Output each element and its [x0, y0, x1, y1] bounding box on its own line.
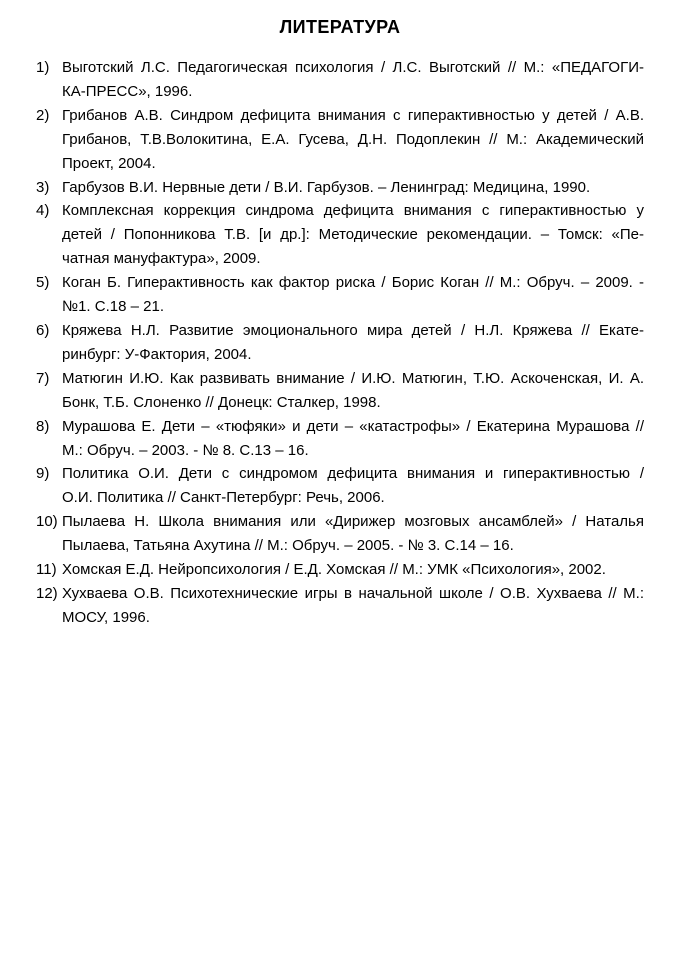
reference-text: [62, 510, 644, 558]
reference-line: Гарбузов В.И. Нервные дети / В.И. Гарбузов. – Ленинград: Медицина, 1990.: [62, 178, 591, 196]
reference-number: 5): [36, 274, 50, 292]
reference-line: КА-ПРЕСС», 1996.: [62, 82, 193, 100]
reference-text: [62, 582, 644, 630]
reference-line: Хомская Е.Д. Нейропсихология / Е.Д. Хомская // М.: УМК «Психология», 2002.: [62, 561, 606, 579]
reference-number: 1): [36, 59, 50, 76]
reference-text: [62, 462, 644, 510]
reference-text: [62, 319, 644, 367]
reference-line: Пылаева, Татьяна Ахутина // М.: Обруч. – 2005. - № 3. С.14 – 16.: [62, 537, 514, 555]
reference-item: [36, 582, 644, 630]
reference-line: Коган Б. Гиперактивность как фактор риска / Борис Коган // М.: Обруч. – 2009. -: [62, 274, 644, 292]
reference-number: 4): [36, 202, 50, 220]
reference-item: [36, 558, 644, 582]
reference-text: [62, 367, 644, 415]
reference-line: Кряжева Н.Л. Развитие эмоционального мира детей / Н.Л. Кряжева // Екате-: [62, 321, 644, 339]
reference-text: [62, 558, 644, 582]
reference-text: [62, 104, 644, 176]
reference-line: Мурашова Е. Дети – «тюфяки» и дети – «катастрофы» / Екатерина Мурашова //: [62, 417, 644, 435]
reference-text: [62, 56, 644, 104]
reference-text: [62, 271, 644, 319]
reference-line: Комплексная коррекция синдрома дефицита внимания с гиперактивностью у: [62, 202, 644, 220]
reference-line: Пылаева Н. Школа внимания или «Дирижер мозговых ансамблей» / Наталья: [62, 513, 644, 531]
reference-number: 8): [36, 417, 50, 435]
reference-number: 12): [36, 584, 58, 602]
reference-text: [62, 415, 644, 463]
reference-line: Грибанов А.В. Синдром дефицита внимания с гиперактивностью у детей / А.В.: [62, 106, 644, 124]
reference-number: 10): [36, 513, 58, 531]
reference-item: [36, 415, 644, 463]
reference-number: 3): [36, 178, 50, 196]
reference-line: Грибанов, Т.В.Волокитина, Е.А. Гусева, Д.Н. Подоплекин // М.: Академический: [62, 130, 644, 148]
reference-text: [62, 176, 644, 200]
reference-line: Бонк, Т.Б. Слоненко // Донецк: Сталкер, 1998.: [62, 393, 381, 411]
reference-line: М.: Обруч. – 2003. - № 8. С.13 – 16.: [62, 441, 309, 459]
reference-number: 2): [36, 106, 50, 124]
reference-list: [0, 56, 680, 630]
reference-number: 9): [36, 465, 50, 483]
reference-item: [36, 56, 644, 104]
reference-item: [36, 176, 644, 200]
reference-number: 11): [36, 561, 57, 579]
reference-line: Политика О.И. Дети с синдромом дефицита внимания и гиперактивностью /: [62, 465, 644, 483]
reference-line: детей / Попонникова Т.В. [и др.]: Методические рекомендации. – Томск: «Пе-: [62, 226, 644, 244]
reference-line: Хухваева О.В. Психотехнические игры в начальной школе / О.В. Хухваева // М.:: [62, 584, 644, 602]
reference-item: [36, 510, 644, 558]
reference-item: [36, 367, 644, 415]
reference-line: Матюгин И.Ю. Как развивать внимание / И.Ю. Матюгин, Т.Ю. Аскоченская, И. А.: [62, 369, 644, 387]
reference-line: чатная мануфактура», 2009.: [62, 250, 261, 268]
reference-line: О.И. Политика // Санкт-Петербург: Речь, 2006.: [62, 489, 385, 507]
reference-line: ринбург: У-Фактория, 2004.: [62, 345, 252, 363]
reference-number: 7): [36, 369, 50, 387]
reference-line: №1. С.18 – 21.: [62, 298, 164, 316]
reference-number: 6): [36, 321, 50, 339]
reference-line: Выготский Л.С. Педагогическая психология / Л.С. Выготский // М.: «ПЕДАГОГИ-: [62, 59, 644, 76]
reference-item: [36, 462, 644, 510]
reference-line: Проект, 2004.: [62, 154, 156, 172]
reference-item: [36, 199, 644, 271]
reference-line: МОСУ, 1996.: [62, 608, 150, 626]
reference-item: [36, 271, 644, 319]
reference-text: [62, 199, 644, 271]
page-title: ЛИТЕРАТУРА: [279, 17, 401, 37]
reference-item: [36, 104, 644, 176]
reference-item: [36, 319, 644, 367]
